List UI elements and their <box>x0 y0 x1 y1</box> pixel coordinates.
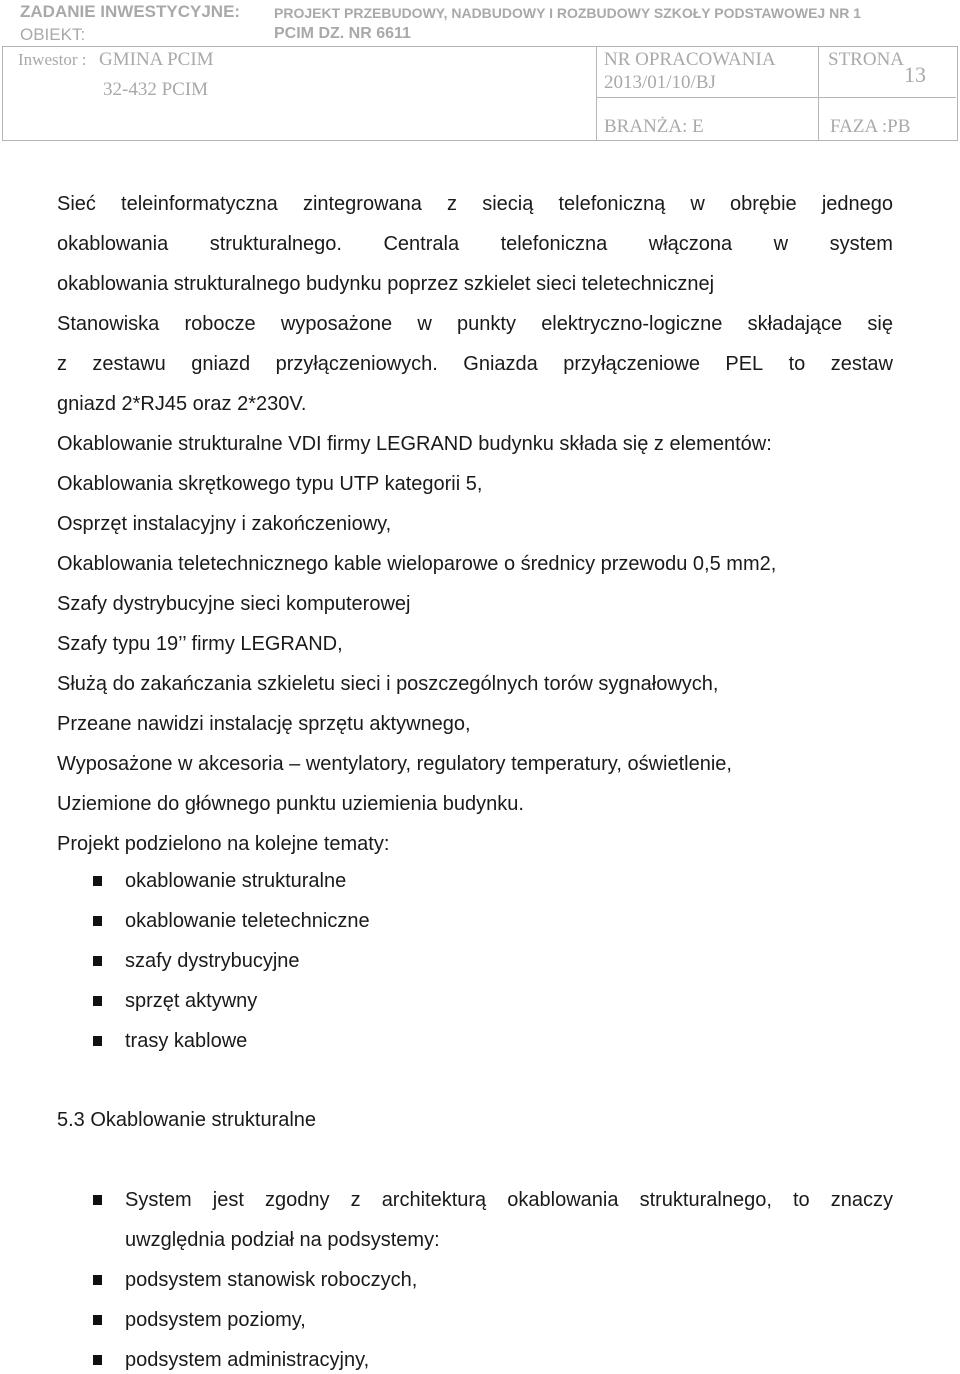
para2-line-1: Okablowanie strukturalne VDI firmy LEGRAND budynku składa się z elementów: <box>57 433 772 455</box>
list-item: podsystem administracyjny, <box>125 1349 370 1371</box>
square-bullet-icon <box>93 1315 102 1325</box>
word: telefoniczna <box>500 233 608 255</box>
word: znaczy <box>830 1189 893 1211</box>
para2-line-4: Okablowania teletechnicznego kable wieloparowe o średnicy przewodu 0,5 mm2, <box>57 553 777 575</box>
word: system <box>829 233 893 255</box>
para1-line-1 <box>57 194 893 214</box>
square-bullet-icon <box>93 1275 102 1285</box>
square-bullet-icon <box>93 916 102 926</box>
header-divider-v2 <box>818 46 819 140</box>
word: w <box>417 313 432 335</box>
list-item: podsystem poziomy, <box>125 1309 306 1331</box>
para1-line-3: okablowania strukturalnego budynku poprzez szkielet sieci teletechnicznej <box>57 273 715 295</box>
word: jest <box>212 1189 244 1211</box>
header-row-obiekt <box>0 22 958 46</box>
word: się <box>867 313 893 335</box>
word: w <box>773 233 789 255</box>
para2-line-5: Szafy dystrybucyjne sieci komputerowej <box>57 593 411 615</box>
square-bullet-icon <box>93 1036 102 1046</box>
para2-line-9: Wyposażone w akcesoria – wentylatory, regulatory temperatury, oświetlenie, <box>57 753 732 775</box>
word: strukturalnego. <box>209 233 342 255</box>
para2-line-11: Projekt podzielono na kolejne tematy: <box>57 833 390 855</box>
para1-line-2 <box>57 234 893 254</box>
para2-line-10: Uziemione do głównego punktu uziemienia budynku. <box>57 793 524 815</box>
inwestor-address: 32-432 PCIM <box>103 79 209 100</box>
word: włączona <box>648 233 733 255</box>
word: Centrala <box>383 233 460 255</box>
list-item: okablowanie strukturalne <box>125 870 347 892</box>
word: zestawu <box>92 353 166 375</box>
strona-value: 13 <box>904 62 926 87</box>
section-heading: 5.3 Okablowanie strukturalne <box>57 1109 317 1131</box>
list-item: podsystem stanowisk roboczych, <box>125 1269 418 1291</box>
word: zestaw <box>830 353 893 375</box>
zadanie-label: ZADANIE INWESTYCYJNE: <box>20 2 241 21</box>
word: składające <box>747 313 843 335</box>
square-bullet-icon <box>93 876 102 886</box>
inwestor-label: Inwestor : <box>18 50 87 69</box>
para2-line-2: Okablowania skrętkowego typu UTP kategorii 5, <box>57 473 483 495</box>
word: z <box>57 353 67 375</box>
para2-line-3: Osprzęt instalacyjny i zakończeniowy, <box>57 513 392 535</box>
list-item: szafy dystrybucyjne <box>125 950 300 972</box>
para2-line-7: Służą do zakańczania szkieletu sieci i poszczególnych torów sygnałowych, <box>57 673 719 695</box>
square-bullet-icon <box>93 996 102 1006</box>
para2-line-8: Przeane nawidzi instalację sprzętu aktywnego, <box>57 713 471 735</box>
word: wyposażone <box>280 313 393 335</box>
word: okablowania <box>507 1189 619 1211</box>
square-bullet-icon <box>93 1195 102 1205</box>
word: strukturalnego, <box>639 1189 772 1211</box>
zadanie-value: PROJEKT PRZEBUDOWY, NADBUDOWY I ROZBUDOWY SZKOŁY PODSTAWOWEJ NR 1 <box>274 5 862 21</box>
list-item-line-2: uwzględnia podział na podsystemy: <box>125 1229 440 1251</box>
word: to <box>792 1189 810 1211</box>
word: jednego <box>821 193 893 215</box>
word: zintegrowana <box>302 193 422 215</box>
nr-opracowania-value: 2013/01/10/BJ <box>604 72 716 93</box>
obiekt-label: OBIEKT: <box>20 25 86 44</box>
word: Gniazda <box>463 353 538 375</box>
word: w <box>690 193 705 215</box>
word: przyłączeniowych. <box>275 353 438 375</box>
document-header <box>0 0 958 140</box>
word: zgodny <box>265 1189 330 1211</box>
word: architekturą <box>381 1189 487 1211</box>
word: PEL <box>725 353 764 375</box>
word: z <box>447 193 458 215</box>
para1-line-6: gniazd 2*RJ45 oraz 2*230V. <box>57 393 307 415</box>
list-item: okablowanie teletechniczne <box>125 910 370 932</box>
obiekt-value: PCIM DZ. NR 6611 <box>274 25 411 42</box>
word: elektryczno-logiczne <box>541 313 723 335</box>
word: teleinformatyczna <box>121 193 278 215</box>
square-bullet-icon <box>93 956 102 966</box>
word: gniazd <box>191 353 251 375</box>
strona-label: STRONA <box>828 49 905 70</box>
list-item: sprzęt aktywny <box>125 990 258 1012</box>
word: Stanowiska <box>57 313 160 335</box>
word: robocze <box>184 313 256 335</box>
list-item: trasy kablowe <box>125 1030 248 1052</box>
header-divider-v1 <box>596 46 597 140</box>
word: przyłączeniowe <box>563 353 700 375</box>
word: punkty <box>457 313 516 335</box>
word: System <box>125 1189 192 1211</box>
word: to <box>788 353 806 375</box>
header-divider-h <box>596 97 956 98</box>
word: siecią <box>482 193 534 215</box>
word: Sieć <box>57 193 96 215</box>
list-item-line-1 <box>125 1190 893 1210</box>
word: obrębie <box>729 193 797 215</box>
nr-opracowania-label: NR OPRACOWANIA <box>604 49 776 70</box>
para1-line-5 <box>57 354 893 374</box>
word: z <box>350 1189 361 1211</box>
inwestor-name: GMINA PCIM <box>99 49 214 70</box>
faza-label: FAZA :PB <box>830 116 911 137</box>
square-bullet-icon <box>93 1355 102 1365</box>
para2-line-6: Szafy typu 19’’ firmy LEGRAND, <box>57 633 343 655</box>
word: okablowania <box>57 233 169 255</box>
branza-label: BRANŻA: E <box>604 116 704 137</box>
header-row-zadanie <box>0 0 958 24</box>
para1-line-4 <box>57 314 893 334</box>
word: telefoniczną <box>558 193 666 215</box>
